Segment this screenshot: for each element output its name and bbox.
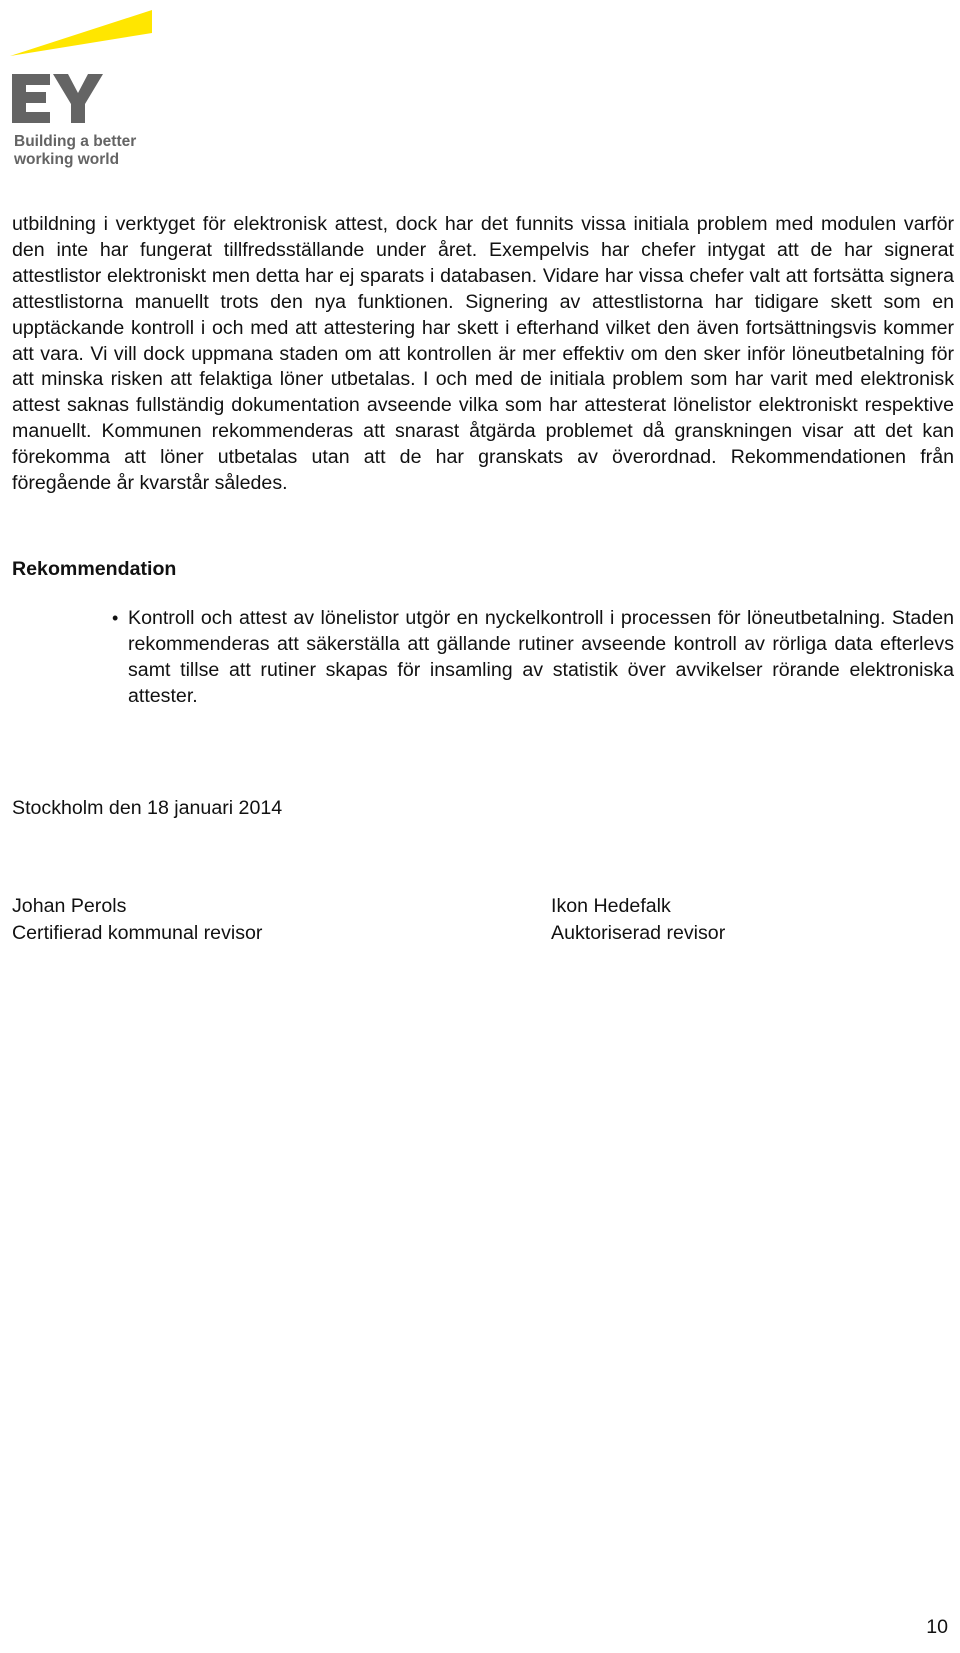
bullet-icon: • [112,608,119,628]
signatory-title: Certifierad kommunal revisor [12,922,263,944]
signatory-name: Johan Perols [12,895,127,917]
ey-logo-mark [8,4,158,172]
recommendation-item [112,605,954,709]
ey-logo-beam [10,10,152,56]
body-paragraph: utbildning i verktyget för elektronisk attest, dock har det funnits vissa initiala problem med modulen varför den inte har fungerat tillfredsställande under året. Exempelvis har chefer intygat att de har signerat attestlistor elektroniskt men detta har ej sparats i databasen. Vidare har vissa chefer valt att fortsätta signera attestlistorna manuellt trots den nya funktionen. Signering av attestlistorna har tidigare skett som en upptäckande kontroll i och med att attestering har skett i efterhand vilket den även fortsättningsvis kommer att vara. Vi vill dock uppmana staden om att kontrollen är mer effektiv om den sker inför löneutbetalning för att minska risken att felaktiga löner utbetalas. I och med de initiala problem som har varit med elektronisk attest saknas fullständig dokumentation avseende vilka som har attesterat lönelistor elektroniskt respektive manuellt. Kommunen rekommenderas att snarast åtgärda problemet då granskningen visar att det kan förekomma att löner utbetalas utan att de har granskats av överordnad. Rekommendationen från föregående år kvarstår således. [12,213,954,495]
signatory-1 [12,893,262,947]
place-date: Stockholm den 18 januari 2014 [12,797,283,819]
ey-logo-tagline-1: Building a better [14,133,137,150]
page-number: 10 [926,1616,948,1638]
signatory-name: Ikon Hedefalk [551,895,671,917]
recommendation-list [112,605,954,709]
signatory-2 [551,893,725,947]
recommendation-heading: Rekommendation [12,558,177,580]
signatory-title: Auktoriserad revisor [551,922,726,944]
ey-logo-tagline-2: working world [14,151,120,168]
ey-logo [8,4,158,172]
ey-logo-letter-y [53,74,103,123]
recommendation-item-text: Kontroll och attest av lönelistor utgör en nyckelkontroll i processen för löneutbetalning. Staden rekommenderas att säkerställa att gällande rutiner avseende kontroll av rörliga data efterlevs samt tillse att rutiner skapas för insamling av statistik över avvikelser rörande elektroniska attester. [128,607,954,707]
ey-logo-letter-e [12,74,50,123]
